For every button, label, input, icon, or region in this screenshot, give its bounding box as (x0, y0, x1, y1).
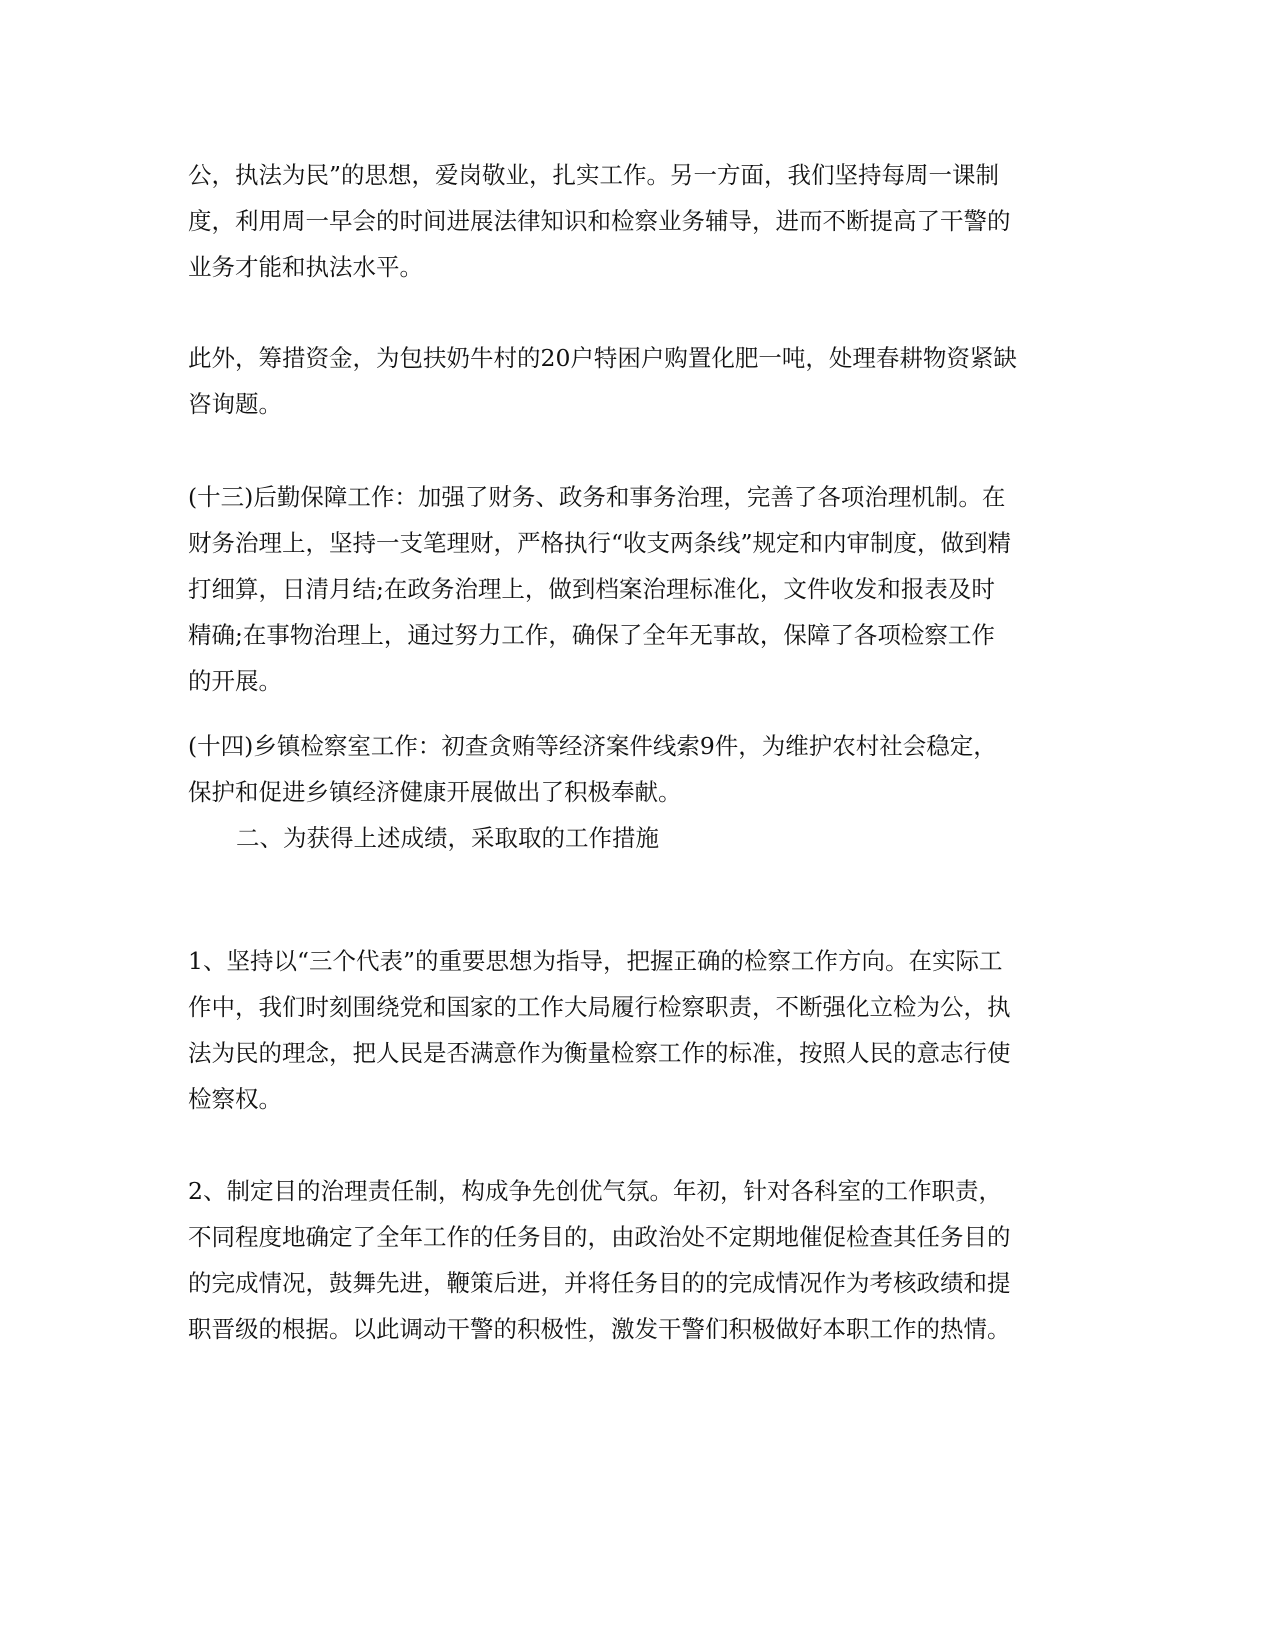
text-line: 1、坚持以“三个代表”的重要思想为指导，把握正确的检察工作方向。在实际工 (188, 947, 1003, 975)
paragraph-measure-1 (188, 938, 1038, 1122)
text-line: 打细算，日清月结;在政务治理上，做到档案治理标准化，文件收发和报表及时 (188, 575, 995, 603)
text-line: 2、制定目的治理责任制，构成争先创优气氛。年初，针对各科室的工作职责， (188, 1177, 1002, 1205)
text-line: 保护和促进乡镇经济健康开展做出了积极奉献。 (188, 778, 682, 806)
text-line: (十三)后勤保障工作：加强了财务、政务和事务治理，完善了各项治理机制。在 (188, 483, 1006, 511)
text-line: 精确;在事物治理上，通过努力工作，确保了全年无事故，保障了各项检察工作 (188, 621, 995, 649)
text-line: 职晋级的根据。以此调动干警的积极性，激发干警们积极做好本职工作的热情。 (188, 1315, 1011, 1343)
heading-text: 二、为获得上述成绩，采取取的工作措施 (236, 824, 659, 852)
text-line: 不同程度地确定了全年工作的任务目的，由政治处不定期地催促检查其任务目的 (188, 1223, 1011, 1251)
text-line: 检察权。 (188, 1085, 282, 1113)
text-line: 作中，我们时刻围绕党和国家的工作大局履行检察职责，不断强化立检为公，执 (188, 993, 1011, 1021)
text-line: 财务治理上，坚持一支笔理财，严格执行“收支两条线”规定和内审制度，做到精 (188, 529, 1012, 557)
text-line: 业务才能和执法水平。 (188, 253, 423, 281)
section-heading (236, 815, 1086, 861)
text-line: 咨询题。 (188, 390, 282, 418)
paragraph-training (188, 152, 1038, 290)
text-line: (十四)乡镇检察室工作：初查贪贿等经济案件线索9件，为维护农村社会稳定， (188, 732, 997, 760)
text-line: 度，利用周一早会的时间进展法律知识和检察业务辅导，进而不断提高了干警的 (188, 207, 1011, 235)
text-line: 的完成情况，鼓舞先进，鞭策后进，并将任务目的的完成情况作为考核政绩和提 (188, 1269, 1011, 1297)
text-line: 此外，筹措资金，为包扶奶牛村的20户特困户购置化肥一吨，处理春耕物资紧缺 (188, 344, 1017, 372)
text-line: 公，执法为民”的思想，爱岗敬业，扎实工作。另一方面，我们坚持每周一课制 (188, 161, 1000, 189)
paragraph-logistics (188, 474, 1038, 704)
text-line: 法为民的理念，把人民是否满意作为衡量检察工作的标准，按照人民的意志行使 (188, 1039, 1011, 1067)
paragraph-township-office (188, 723, 1038, 815)
paragraph-poverty-aid (188, 335, 1038, 427)
paragraph-measure-2 (188, 1168, 1038, 1352)
text-line: 的开展。 (188, 667, 282, 695)
